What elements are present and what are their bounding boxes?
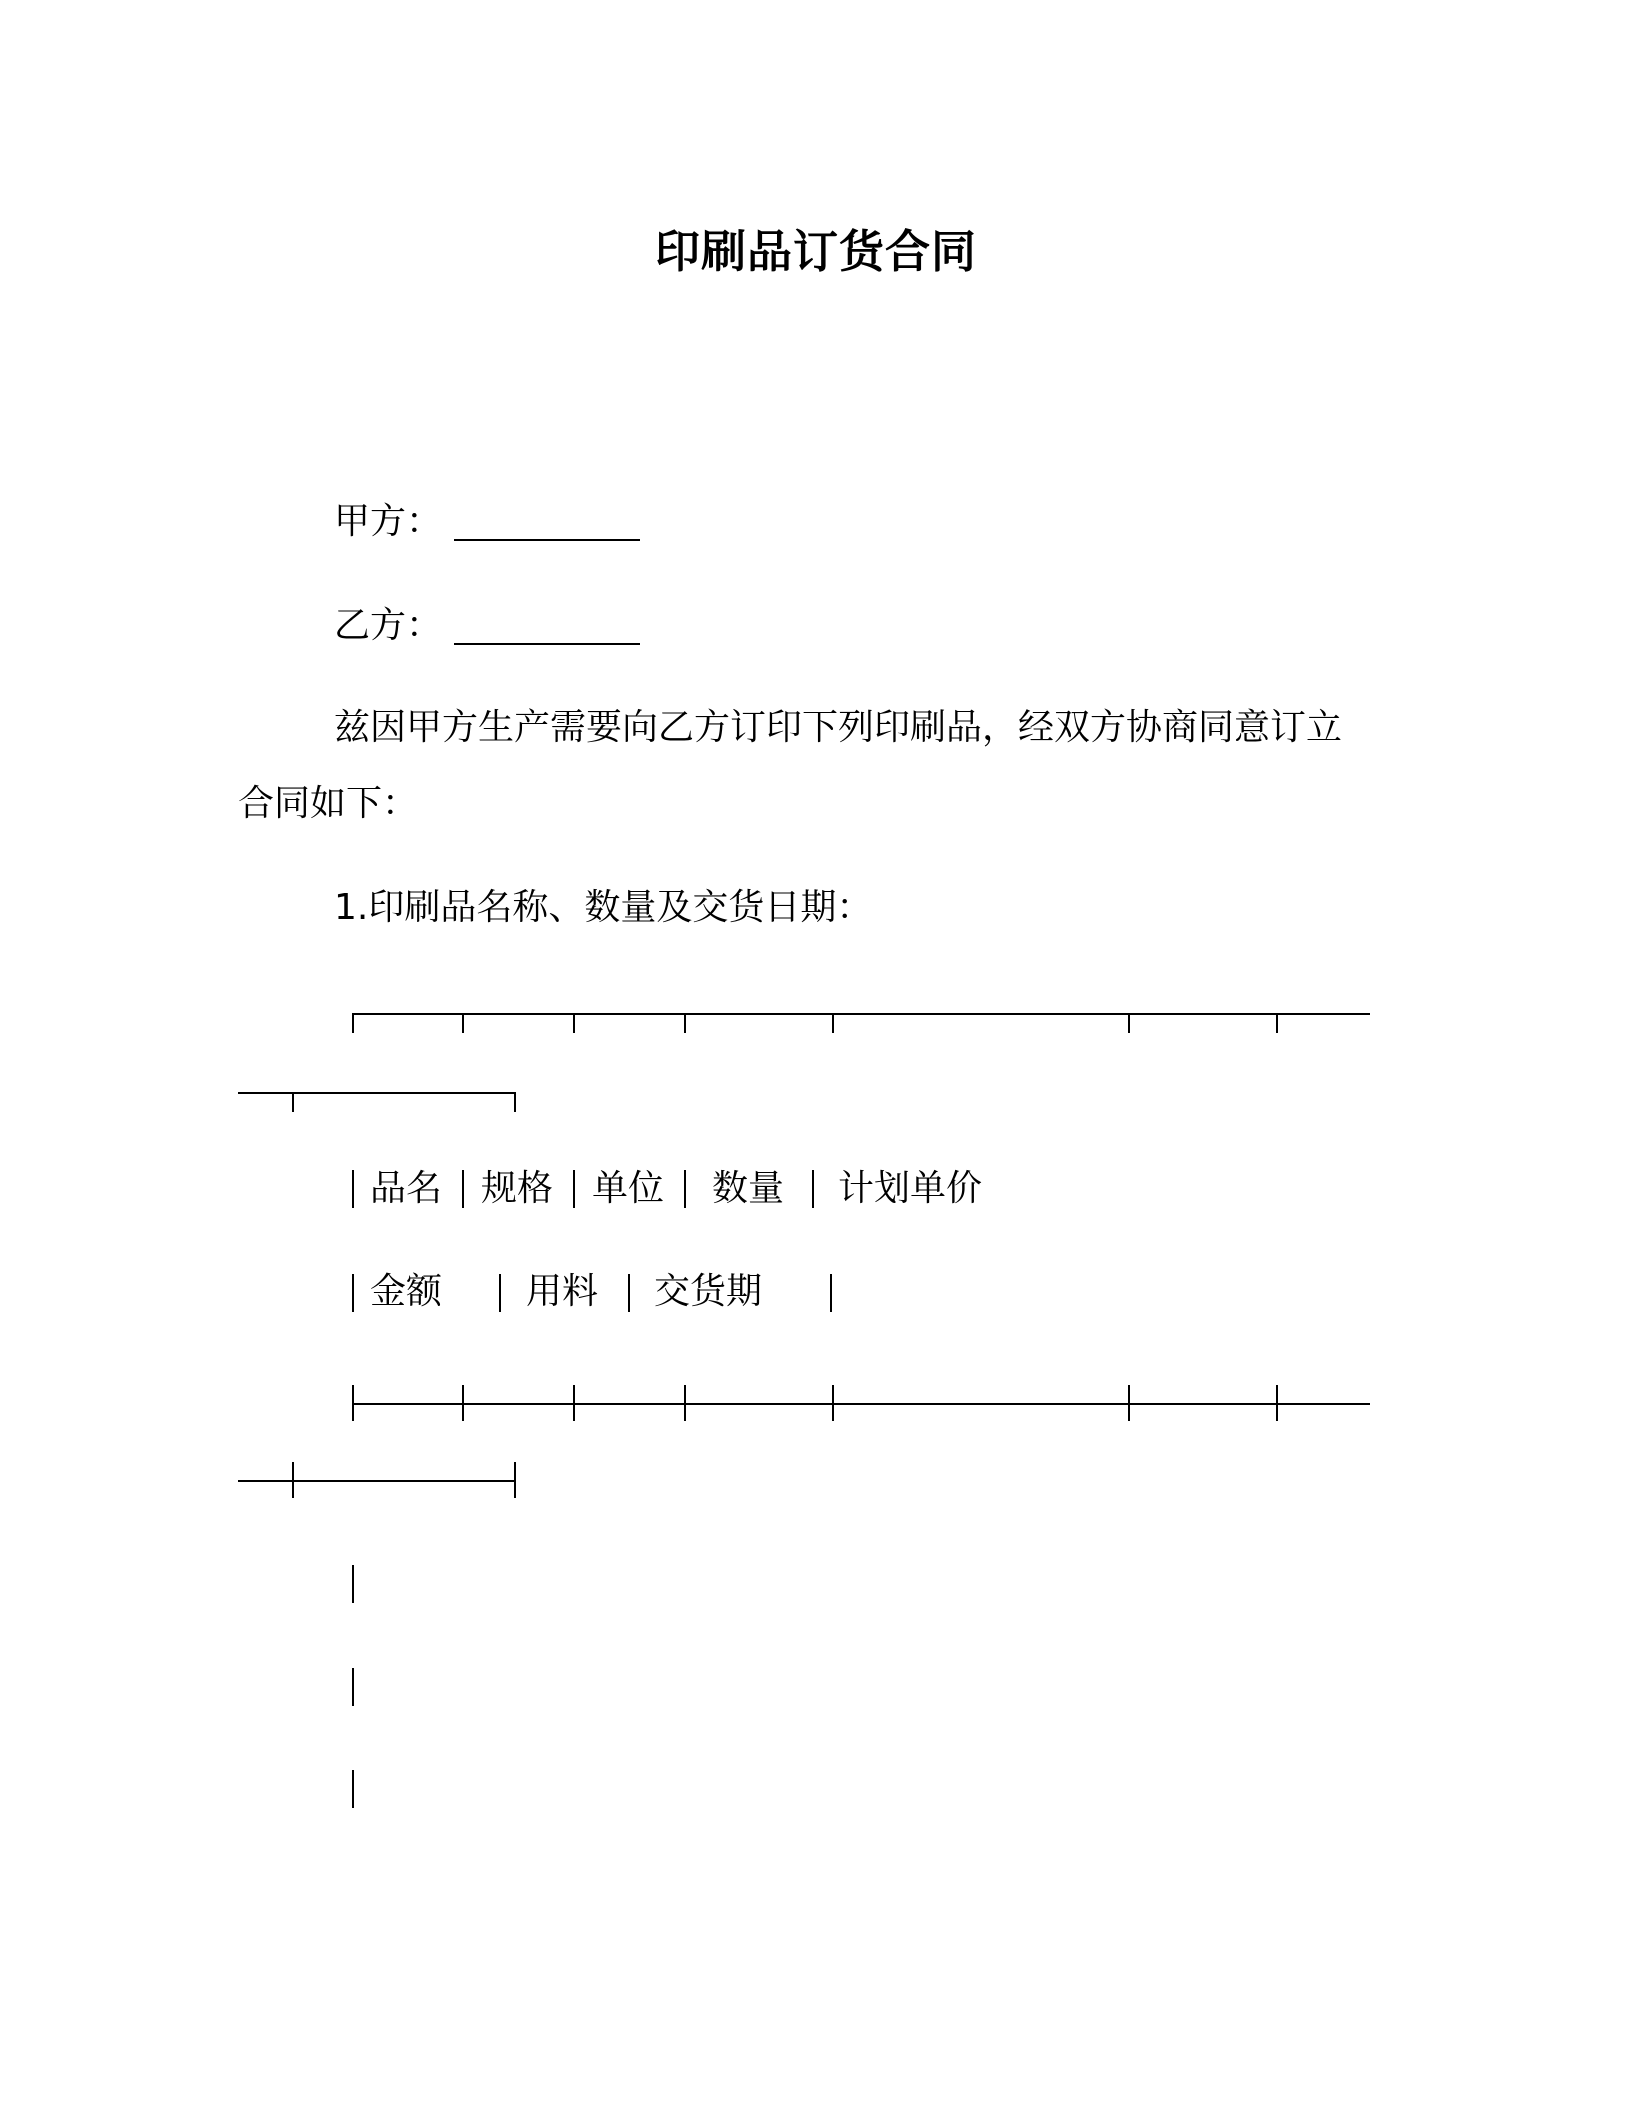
header-cell-spec: 规格: [481, 1168, 554, 1209]
header-cell-quantity: 数量: [712, 1168, 785, 1209]
header-cell-name: 品名: [370, 1168, 443, 1209]
table-top-tick: [573, 1013, 575, 1033]
table-mid-tick: [832, 1385, 834, 1421]
header-cell-unit: 单位: [592, 1168, 665, 1209]
table-top-tick: [684, 1013, 686, 1033]
cell-divider: [499, 1274, 501, 1312]
table-top-tick: [1276, 1013, 1278, 1033]
table-top-tick: [832, 1013, 834, 1033]
header-cell-material: 用料: [526, 1271, 599, 1312]
table-mid-tick: [1128, 1385, 1130, 1421]
table-mid-tick: [462, 1385, 464, 1421]
header-cell-plan-price: 计划单价: [838, 1168, 983, 1209]
table-mid-tick: [352, 1385, 354, 1421]
table-mid-rule-wrap: [238, 1480, 516, 1482]
table-mid-tick: [1276, 1385, 1278, 1421]
cell-divider: [352, 1170, 354, 1208]
header-cell-delivery-date: 交货期: [654, 1271, 763, 1312]
header-cell-amount: 金额: [370, 1271, 443, 1312]
party-a-blank[interactable]: [454, 505, 640, 541]
table-top-rule-wrap: [238, 1092, 516, 1094]
table-top-tick: [514, 1092, 516, 1112]
table-top-rule: [352, 1013, 1370, 1015]
party-a-label: 甲方：: [334, 501, 443, 542]
table-body-row-divider: [352, 1668, 354, 1706]
table-mid-tick: [684, 1385, 686, 1421]
cell-divider: [628, 1274, 630, 1312]
party-b-label: 乙方：: [334, 605, 443, 646]
table-body-row-divider: [352, 1770, 354, 1808]
cell-divider: [573, 1170, 575, 1208]
cell-divider: [684, 1170, 686, 1208]
intro-paragraph-line2: 合同如下：: [238, 783, 419, 824]
table-top-tick: [352, 1013, 354, 1033]
party-a-line: [334, 498, 640, 546]
table-top-tick: [462, 1013, 464, 1033]
cell-divider: [352, 1274, 354, 1312]
party-b-line: [334, 602, 640, 650]
cell-divider: [830, 1274, 832, 1312]
table-mid-rule: [352, 1403, 1370, 1405]
table-mid-tick: [292, 1462, 294, 1498]
party-b-blank[interactable]: [454, 609, 640, 645]
table-top-tick: [1128, 1013, 1130, 1033]
table-body-row-divider: [352, 1565, 354, 1603]
cell-divider: [812, 1170, 814, 1208]
document-title: 印刷品订货合同: [654, 225, 977, 278]
intro-paragraph-line1: 兹因甲方生产需要向乙方订印下列印刷品，经双方协商同意订立: [334, 707, 1343, 748]
table-top-tick: [292, 1092, 294, 1112]
table-mid-tick: [573, 1385, 575, 1421]
section-1-heading: 1.印刷品名称、数量及交货日期：: [334, 887, 873, 928]
cell-divider: [462, 1170, 464, 1208]
table-mid-tick: [514, 1462, 516, 1498]
